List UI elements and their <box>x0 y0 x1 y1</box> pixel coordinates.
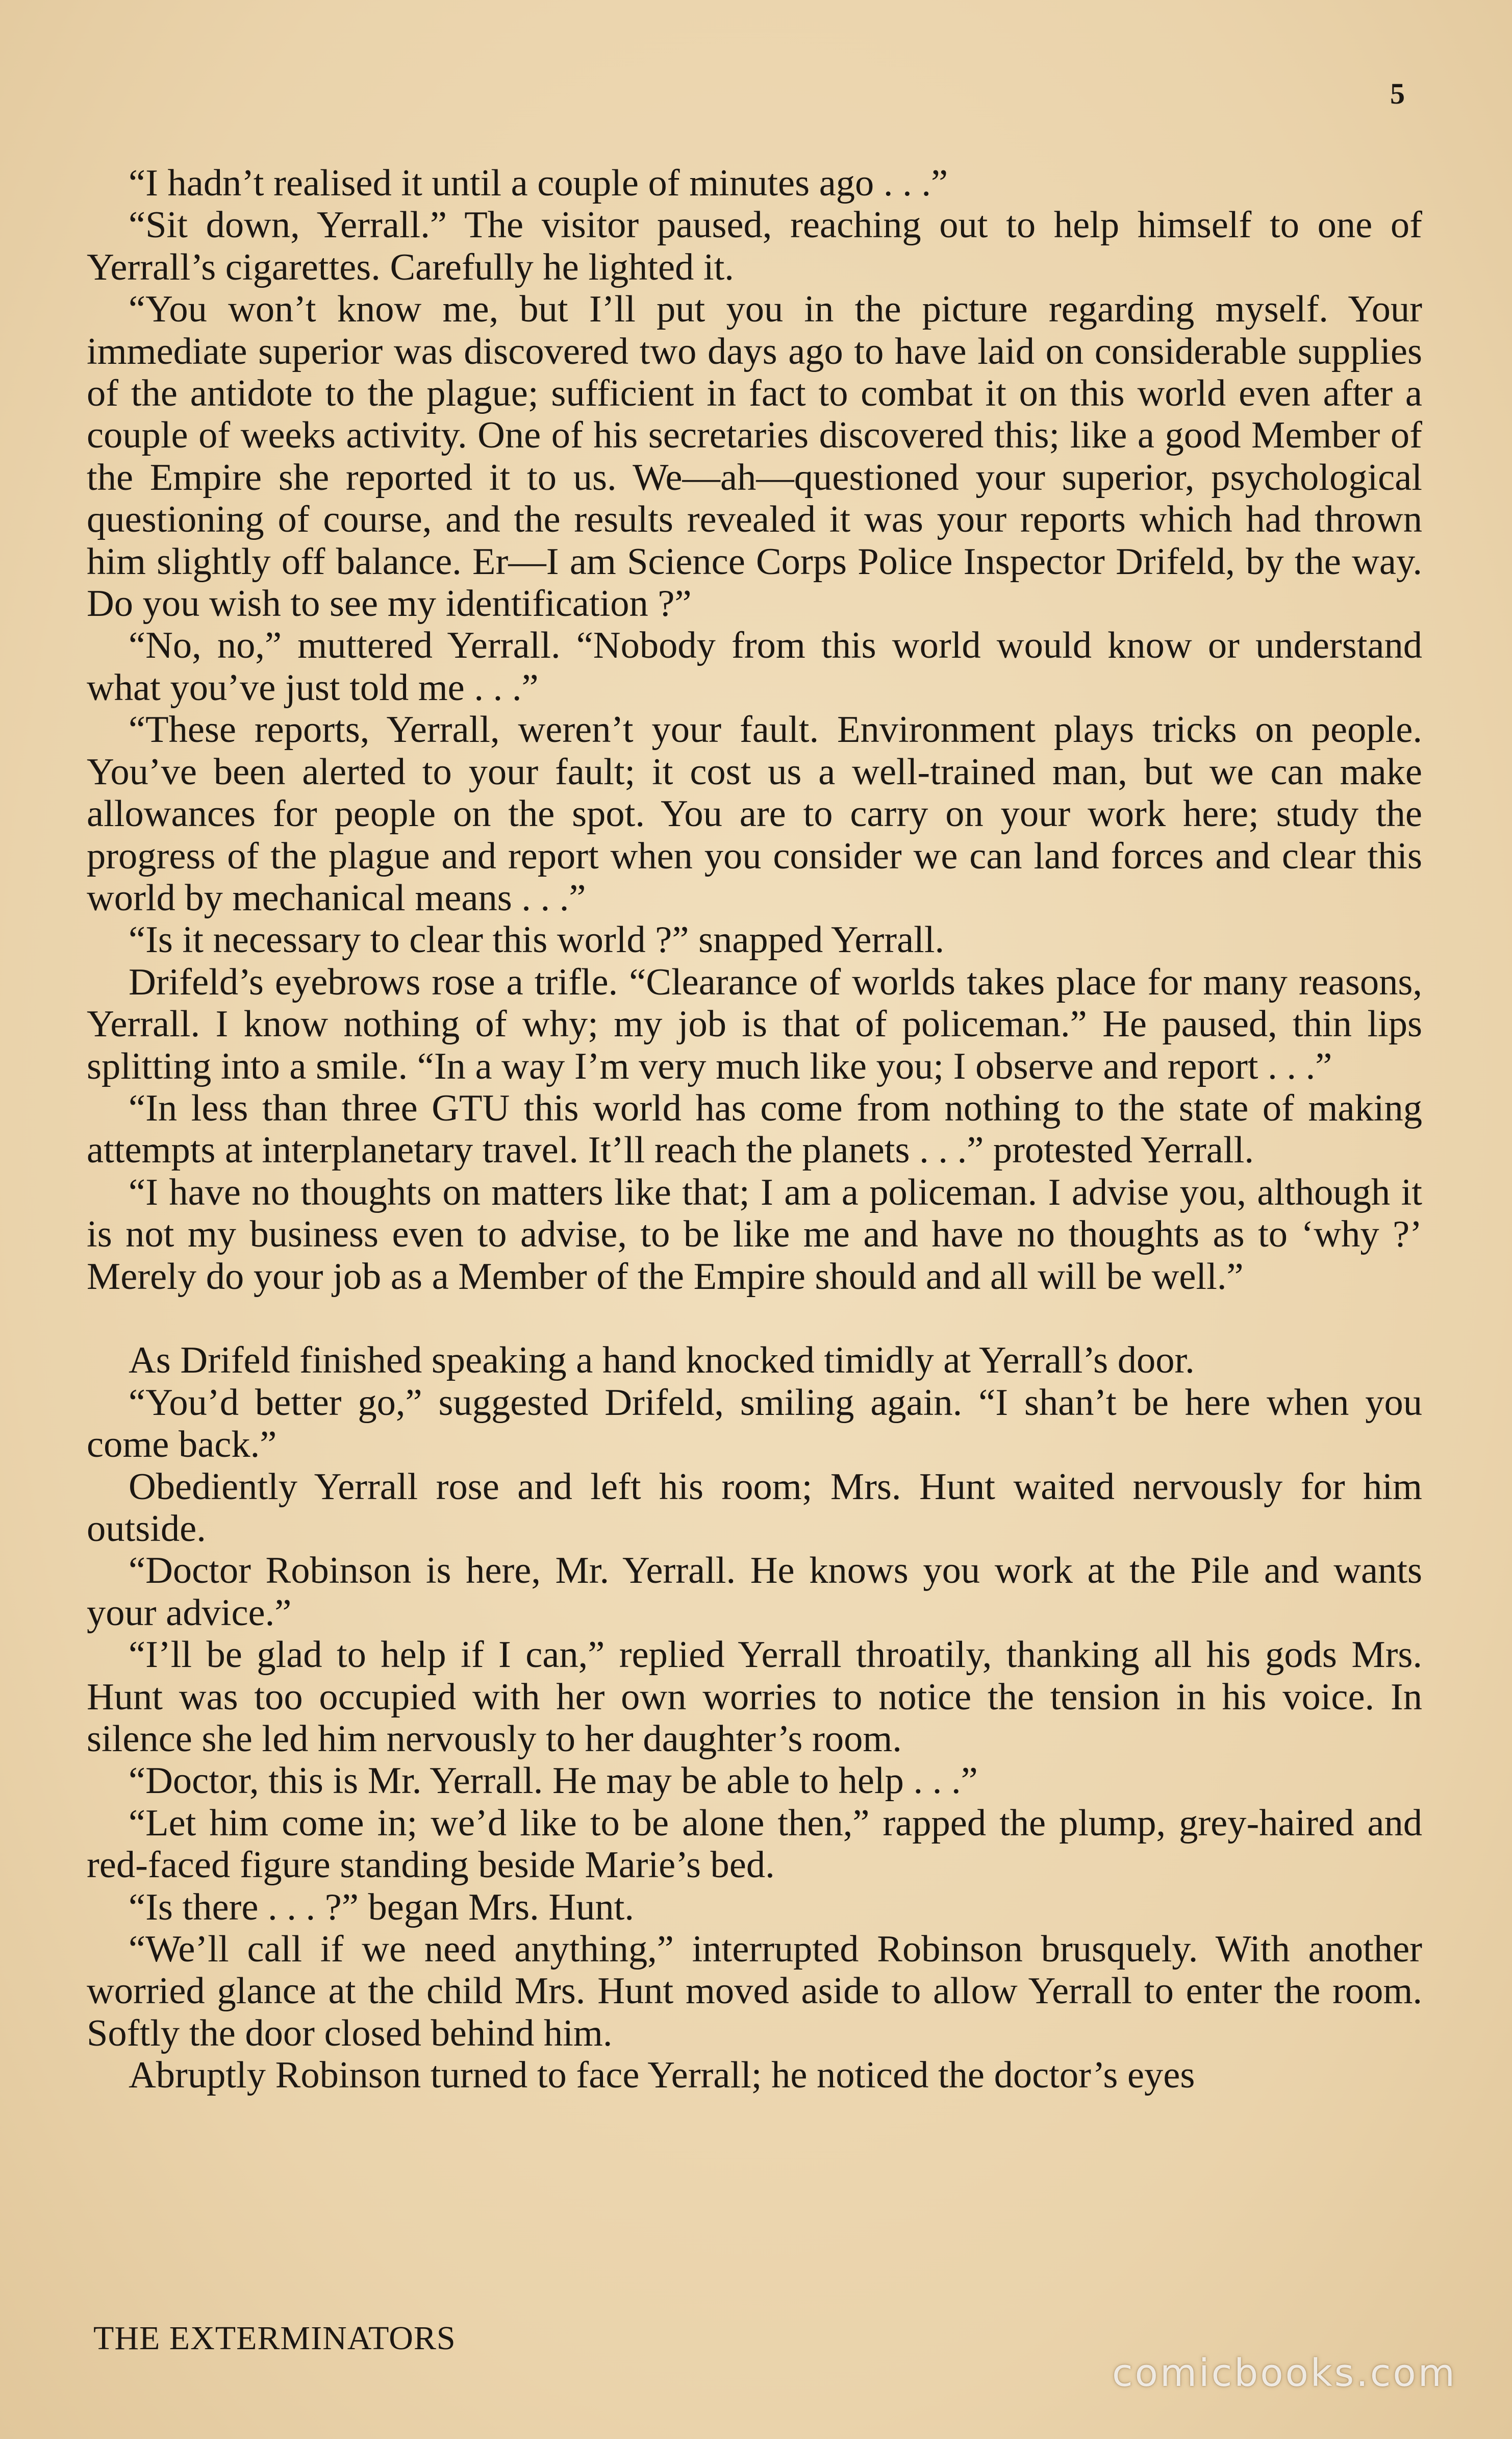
paragraph: “I have no thoughts on matters like that; I am a policeman. I advise you, although it is not my business even to advise, to be like me and have no thoughts as to ‘why ?’ Merely do your job as a Member of the Empire should and all will be well.” <box>87 1171 1422 1298</box>
paragraph: “I hadn’t realised it until a couple of minutes ago . . .” <box>129 162 948 204</box>
paragraph: “In less than three GTU this world has come from nothing to the state of making attempts at interplanetary travel. It’ll reach the planets . . .” protested Yerrall. <box>87 1087 1422 1172</box>
paragraph: “Doctor Robinson is here, Mr. Yerrall. He knows you work at the Pile and wants your advice.” <box>87 1550 1422 1634</box>
paragraph: “Doctor, this is Mr. Yerrall. He may be able to help . . .” <box>129 1760 978 1802</box>
paragraph: “Is it necessary to clear this world ?” snapped Yerrall. <box>129 919 945 961</box>
paragraph: “We’ll call if we need anything,” interrupted Robinson brusquely. With another worried glance at the child Mrs. Hunt moved aside to allow Yerrall to enter the room. Softly the door closed behind him. <box>87 1928 1422 2054</box>
paragraph: “Let him come in; we’d like to be alone then,” rapped the plump, grey-haired and red-faced figure standing beside Marie’s bed. <box>87 1802 1422 1886</box>
paragraph: Obediently Yerrall rose and left his room; Mrs. Hunt waited nervously for him outside. <box>87 1465 1422 1550</box>
page-number: 5 <box>1390 77 1405 110</box>
paragraph: “These reports, Yerrall, weren’t your fault. Environment plays tricks on people. You’ve been alerted to your fault; it cost us a well-trained man, but we can make allowances for people on the spot. You are to carry on your work here; study the progress of the plague and report when you consider we can land forces and clear this world by mechanical means . . .” <box>87 709 1422 919</box>
paragraph: “You won’t know me, but I’ll put you in the picture regarding myself. Your immediate superior was discovered two days ago to have laid on considerable supplies of the antidote to the plague; sufficient in fact to combat it on this world even after a couple of weeks activity. One of his secretaries discovered this; like a good Member of the Empire she reported it to us. We—ah—questioned your superior, psychological questioning of course, and the results revealed it was your reports which had thrown him slightly off balance. Er—I am Science Corps Police Inspector Drifeld, by the way. Do you wish to see my identification ?” <box>87 288 1422 625</box>
paragraph: “I’ll be glad to help if I can,” replied Yerrall throatily, thanking all his gods Mrs. Hunt was too occupied with her own worries to notice the tension in his voice. In silence she led him nervously to her daughter’s room. <box>87 1634 1422 1760</box>
paragraph: Drifeld’s eyebrows rose a trifle. “Clearance of worlds takes place for many reasons, Yerrall. I know nothing of why; my job is that of policeman.” He paused, thin lips splitting into a smile. “In a way I’m very much like you; I observe and report . . .” <box>87 961 1422 1087</box>
watermark: comicbooks.com <box>1112 2351 1457 2395</box>
paragraph: As Drifeld finished speaking a hand knocked timidly at Yerrall’s door. <box>129 1339 1195 1382</box>
paragraph: Abruptly Robinson turned to face Yerrall; he noticed the doctor’s eyes <box>129 2054 1195 2097</box>
body-text <box>87 162 1422 2097</box>
running-footer: THE EXTERMINATORS <box>93 2320 456 2357</box>
paragraph: “Sit down, Yerrall.” The visitor paused, reaching out to help himself to one of Yerrall’s cigarettes. Carefully he lighted it. <box>87 204 1422 288</box>
paragraph: “Is there . . . ?” began Mrs. Hunt. <box>129 1886 634 1928</box>
paragraph: “No, no,” muttered Yerrall. “Nobody from this world would know or understand what you’ve just told me . . .” <box>87 625 1422 709</box>
paragraph: “You’d better go,” suggested Drifeld, smiling again. “I shan’t be here when you come back.” <box>87 1381 1422 1466</box>
